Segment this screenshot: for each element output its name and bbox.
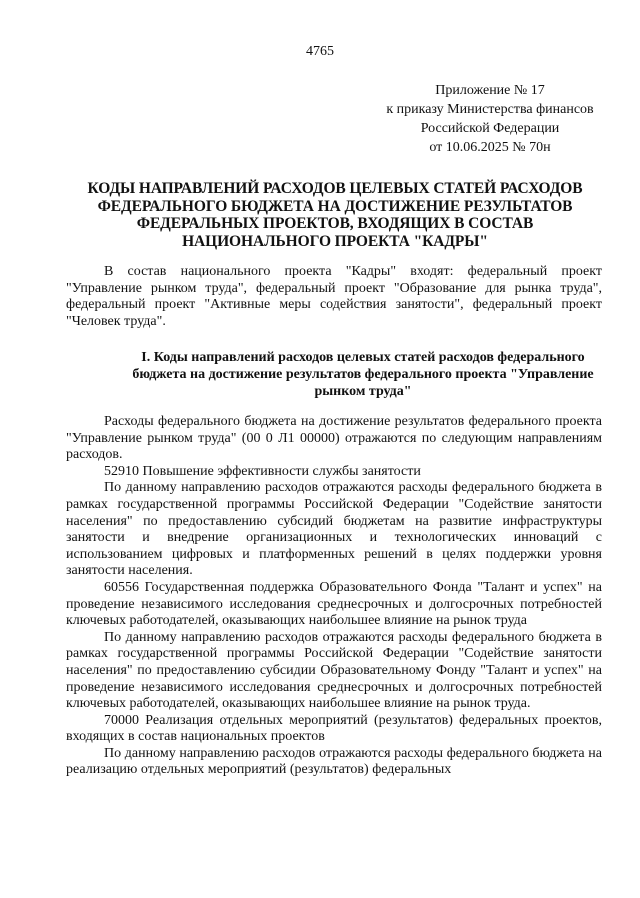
annex-line: Приложение № 17 bbox=[435, 83, 545, 98]
intro-paragraph: В состав национального проекта "Кадры" входят: федеральный проект "Управление рынком труда", федеральный проект "Образование для рынка труда", федеральный проект "Активные меры содействия занятости", федеральный проект "Человек труда". bbox=[66, 264, 602, 329]
annex-line: от 10.06.2025 № 70н bbox=[429, 140, 551, 155]
annex-line: к приказу Министерства финансов bbox=[386, 102, 594, 117]
annex-block bbox=[372, 81, 608, 157]
code-paragraph: 60556 Государственная поддержка Образовательного Фонда "Талант и успех" на проведение независимого исследования среднесрочных и долгосрочных потребностей ключевых работодателей, оказывающих наибольшее влияние на рынок труда bbox=[66, 579, 602, 629]
document-title: КОДЫ НАПРАВЛЕНИЙ РАСХОДОВ ЦЕЛЕВЫХ СТАТЕЙ РАСХОДОВ ФЕДЕРАЛЬНОГО БЮДЖЕТА НА ДОСТИЖЕНИЕ РЕЗУЛЬТАТОВ ФЕДЕРАЛЬНЫХ ПРОЕКТОВ, ВХОДЯЩИХ В СОСТАВ НАЦИОНАЛЬНОГО ПРОЕКТА "КАДРЫ" bbox=[87, 180, 583, 250]
paragraph: По данному направлению расходов отражаются расходы федерального бюджета в рамках государственной программы Российской Федерации "Содействие занятости населения" по предоставлению субсидии Образовательному Фонду "Талант и успех" на проведение независимого исследования среднесрочных и долгосрочных потребностей ключевых работодателей, оказывающих наибольшее влияние на рынок труда. bbox=[66, 629, 602, 712]
intro-block bbox=[66, 264, 602, 330]
annex-line: Российской Федерации bbox=[420, 121, 560, 136]
paragraph: По данному направлению расходов отражаются расходы федерального бюджета в рамках государственной программы Российской Федерации "Содействие занятости населения" по предоставлению субсидий бюджетам на развитие инфраструктуры занятости и внедрение организационных и технологических инноваций с использованием цифровых и платформенных решений в целях поддержки уровня занятости населения. bbox=[66, 480, 602, 579]
code-paragraph: 70000 Реализация отдельных мероприятий (результатов) федеральных проектов, входящих в состав национальных проектов bbox=[66, 712, 602, 745]
page-number: 4765 bbox=[306, 44, 334, 59]
paragraph: Расходы федерального бюджета на достижение результатов федерального проекта "Управление рынком труда" (00 0 Л1 00000) отражаются по следующим направлениям расходов. bbox=[66, 414, 602, 463]
code-paragraph: 52910 Повышение эффективности службы занятости bbox=[104, 463, 421, 479]
paragraph: По данному направлению расходов отражаются расходы федерального бюджета на реализацию отдельных мероприятий (результатов) федеральных bbox=[66, 745, 602, 778]
main-text bbox=[66, 414, 602, 779]
section-heading: I. Коды направлений расходов целевых статей расходов федерального бюджета на достижение результатов федерального проекта "Управление рынком труда" bbox=[132, 350, 594, 399]
